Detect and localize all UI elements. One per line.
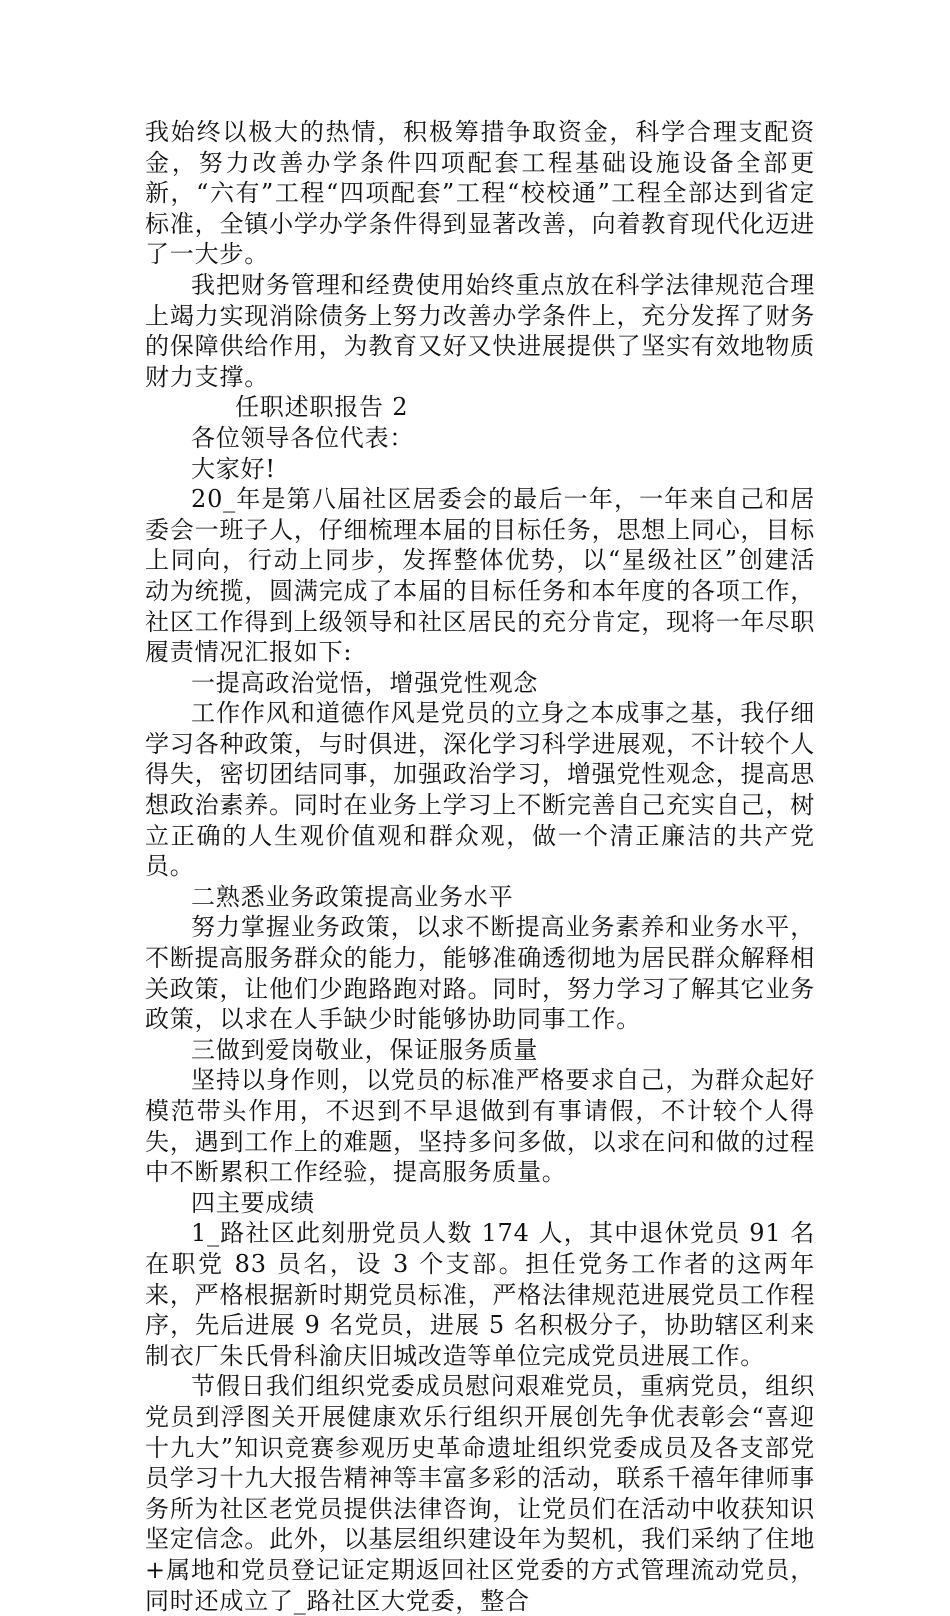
section-heading-3: 三做到爱岗敬业，保证服务质量 bbox=[191, 1035, 539, 1064]
paragraph-section-4b: 节假日我们组织党委成员慰问艰难党员，重病党员，组织党员到浮图关开展健康欢乐行组织开展创先争优表彰会“喜迎十九大”知识竞赛参观历史革命遗址组织党委成员及各支部党员学习十九大报告精神等丰富多彩的活动，联系千禧年律师事务所为社区老党员提供法律咨询，让党员们在活动中收获知识坚定信念。此外，以基层组织建设年为契机，我们采纳了住地+属地和党员登记证定期返回社区党委的方式管理流动党员，同时还成立了_路社区大党委，整合 bbox=[145, 1372, 815, 1615]
paragraph-section-4a: 1_路社区此刻册党员人数 174 人，其中退休党员 91 名在职党 83 员名，设 3 个支部。担任党务工作者的这两年来，严格根据新时期党员标准，严格法律规范进展党员工作程序，先后进展 9 名党员，进展 5 名积极分子，协助辖区利来制衣厂朱氏骨科渝庆旧城改造等单位完成党员进展工作。 bbox=[145, 1219, 815, 1370]
paragraph-section-3: 坚持以身作则，以党员的标准严格要求自己，为群众起好模范带头作用，不迟到不早退做到有事请假，不计较个人得失，遇到工作上的难题，坚持多问多做，以求在问和做的过程中不断累积工作经验，提高服务质量。 bbox=[145, 1066, 815, 1187]
salutation: 各位领导各位代表： bbox=[191, 423, 415, 452]
section-heading-2: 二熟悉业务政策提高业务水平 bbox=[191, 882, 514, 911]
paragraph-finance: 我把财务管理和经费使用始终重点放在科学法律规范合理上竭力实现消除债务上努力改善办学条件上，充分发挥了财务的保障供给作用，为教育又好又快进展提供了坚实有效地物质财力支撑。 bbox=[145, 270, 815, 391]
paragraph-section-2: 努力掌握业务政策，以求不断提高业务素养和业务水平，不断提高服务群众的能力，能够准确透彻地为居民群众解释相关政策，让他们少跑路跑对路。同时，努力学习了解其它业务政策，以求在人手缺少时能够协助同事工作。 bbox=[145, 913, 815, 1034]
report-subtitle: 任职述职报告 2 bbox=[235, 393, 409, 422]
section-heading-4: 四主要成绩 bbox=[191, 1188, 315, 1217]
document-body bbox=[145, 117, 815, 1616]
paragraph-intro: 20_年是第八届社区居委会的最后一年，一年来自己和居委会一班子人，仔细梳理本届的目标任务，思想上同心，目标上同向，行动上同步，发挥整体优势，以“星级社区”创建活动为统揽，圆满完成了本届的目标任务和本年度的各项工作，社区工作得到上级领导和社区居民的充分肯定，现将一年尽职履责情况汇报如下: bbox=[145, 485, 815, 667]
greeting: 大家好! bbox=[191, 454, 276, 483]
paragraph-continued: 我始终以极大的热情，积极筹措争取资金，科学合理支配资金，努力改善办学条件四项配套工程基础设施设备全部更新，“六有”工程“四项配套”工程“校校通”工程全部达到省定标准，全镇小学办学条件得到显著改善，向着教育现代化迈进了一大步。 bbox=[145, 118, 815, 269]
section-heading-1: 一提高政治觉悟，增强党性观念 bbox=[191, 668, 539, 697]
paragraph-section-1: 工作作风和道德作风是党员的立身之本成事之基，我仔细学习各种政策，与时俱进，深化学习科学进展观，不计较个人得失，密切团结同事，加强政治学习，增强党性观念，提高思想政治素养。同时在业务上学习上不断完善自己充实自己，树立正确的人生观价值观和群众观，做一个清正廉洁的共产党员。 bbox=[145, 699, 815, 881]
